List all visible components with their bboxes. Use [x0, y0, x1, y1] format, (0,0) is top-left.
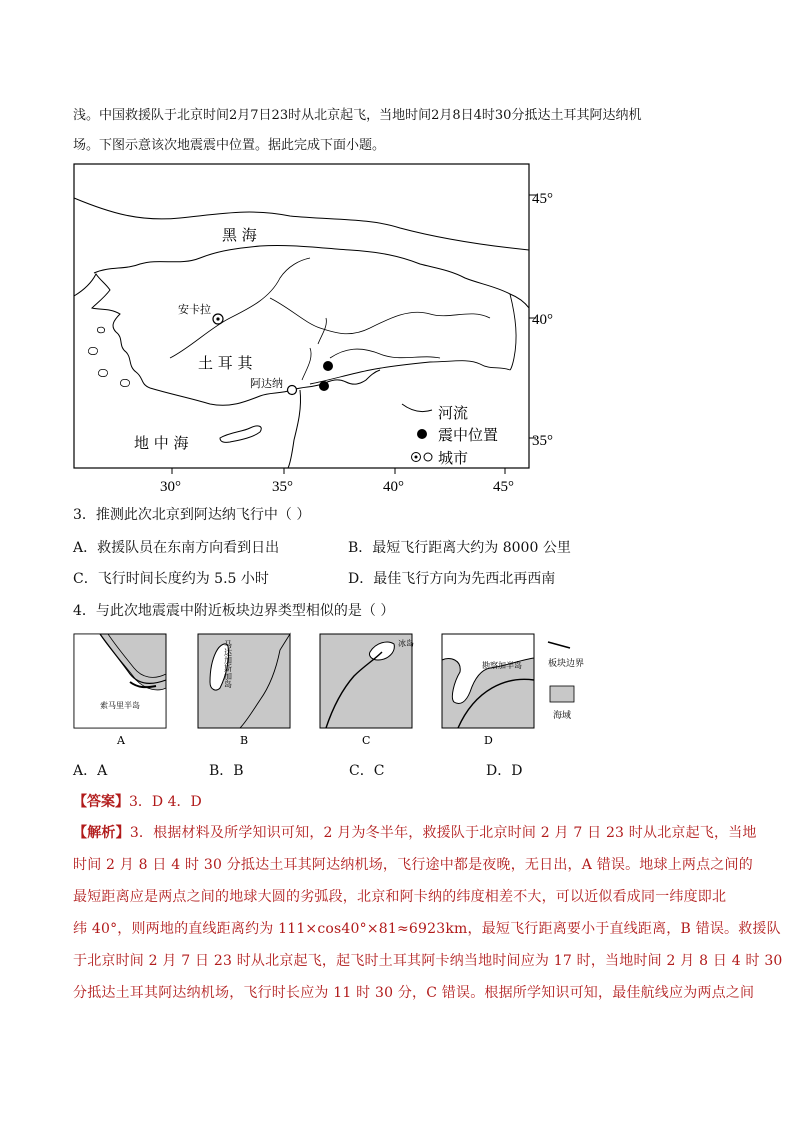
explanation-text-1: 3．根据材料及所学知识可知，2 月为冬半年，救援队于北京时间 2 月 7 日 23 时从北京起飞，当地	[129, 825, 757, 841]
answer-line	[73, 791, 202, 811]
plate-legend	[548, 642, 584, 721]
somali-label: 索马里半岛	[100, 701, 140, 710]
epicenter-marker	[319, 381, 329, 391]
q3-option-b[interactable]: B．最短飞行距离大约为 8000 公里	[348, 540, 571, 556]
mediterranean-label: 地 中 海	[134, 434, 189, 452]
iceland-label: 冰岛	[398, 639, 414, 648]
lon-label-35: 35°	[272, 479, 293, 495]
lon-label-45: 45°	[493, 479, 514, 495]
epicenter-marker	[323, 361, 333, 371]
answer-text: 3．D 4．D	[129, 794, 202, 810]
madagascar-label: 马达加斯加岛	[223, 640, 233, 688]
adana-city-marker	[288, 386, 297, 395]
ankara-city-dot	[216, 317, 219, 320]
legend-city-symbol	[424, 453, 432, 461]
lat-label-45: 45°	[532, 191, 553, 207]
q4-stem: 4．与此次地震震中附近板块边界类型相似的是（ ）	[73, 603, 395, 619]
q3-stem: 3．推测此次北京到阿达纳飞行中（ ）	[73, 507, 311, 523]
legend-boundary-symbol	[548, 642, 570, 648]
legend-boundary-label: 板块边界	[548, 659, 585, 669]
turkey-label: 土 耳 其	[198, 354, 253, 372]
q3-option-c[interactable]: C．飞行时间长度约为 5.5 小时	[73, 571, 269, 587]
q4-option-d[interactable]: D．D	[486, 763, 523, 779]
legend-epicenter-label: 震中位置	[438, 426, 499, 444]
black-sea-label: 黑 海	[222, 226, 257, 244]
turkey-earthquake-map	[70, 158, 553, 498]
explanation-line-6: 分抵达土耳其阿达纳机场，飞行时长应为 11 时 30 分，C 错误。根据所学知识可知，最佳航线应为两点之间	[73, 985, 755, 1001]
lat-label-40: 40°	[532, 312, 553, 328]
lat-label-35: 35°	[532, 433, 553, 449]
legend-river-label: 河流	[438, 404, 469, 422]
intro-line-2: 场。下图示意该次地震震中位置。据此完成下面小题。	[73, 138, 386, 153]
q3-option-a[interactable]: A．救援队员在东南方向看到日出	[73, 540, 280, 556]
adana-label: 阿达纳	[250, 377, 283, 390]
plate-boundary-figures	[70, 630, 630, 748]
q4-option-c[interactable]: C．C	[349, 763, 385, 779]
panel-b	[198, 634, 290, 747]
ankara-label: 安卡拉	[178, 303, 211, 316]
legend-city-label: 城市	[438, 449, 469, 467]
panel-a-label: A	[117, 734, 125, 747]
panel-c-label: C	[362, 734, 371, 747]
lon-label-40: 40°	[383, 479, 404, 495]
explanation-line-4: 纬 40°，则两地的直线距离约为 111×cos40°×81≈6923km，最短飞行距离要小于直线距离，B 错误。救援队	[73, 921, 781, 937]
explanation-line-2: 时间 2 月 8 日 4 时 30 分抵达土耳其阿达纳机场，飞行途中都是夜晚，无日出，A 错误。地球上两点之间的	[73, 857, 753, 873]
answer-label: 【答案】	[73, 794, 129, 810]
q4-option-b[interactable]: B．B	[209, 763, 244, 779]
explanation-line-1	[73, 822, 757, 842]
kamchatka-label: 勘察加半岛	[482, 661, 522, 670]
panel-d-label: D	[484, 734, 493, 747]
q3-option-d[interactable]: D．最佳飞行方向为先西北再西南	[348, 571, 556, 587]
panel-d	[442, 634, 534, 747]
legend-sea-label: 海域	[553, 711, 572, 721]
panel-a	[74, 634, 166, 747]
explanation-line-3: 最短距离应是两点之间的地球大圆的劣弧段，北京和阿卡纳的纬度相差不大，可以近似看成同一纬度即北	[73, 889, 727, 905]
legend-sea-symbol	[550, 686, 574, 702]
q4-option-a[interactable]: A．A	[73, 763, 108, 779]
map-frame	[74, 164, 529, 468]
legend-epicenter-symbol	[417, 429, 427, 439]
explanation-line-5: 于北京时间 2 月 7 日 23 时从北京起飞，起飞时土耳其阿卡纳当地时间应为 17 时，当地时间 2 月 8 日 4 时 30	[73, 953, 783, 969]
explanation-label: 【解析】	[73, 825, 130, 841]
panel-c	[320, 634, 414, 747]
panel-b-label: B	[240, 734, 249, 747]
lon-label-30: 30°	[160, 479, 181, 495]
intro-line-1: 浅。中国救援队于北京时间2月7日23时从北京起飞，当地时间2月8日4时30分抵达土耳其阿达纳机	[73, 108, 642, 123]
